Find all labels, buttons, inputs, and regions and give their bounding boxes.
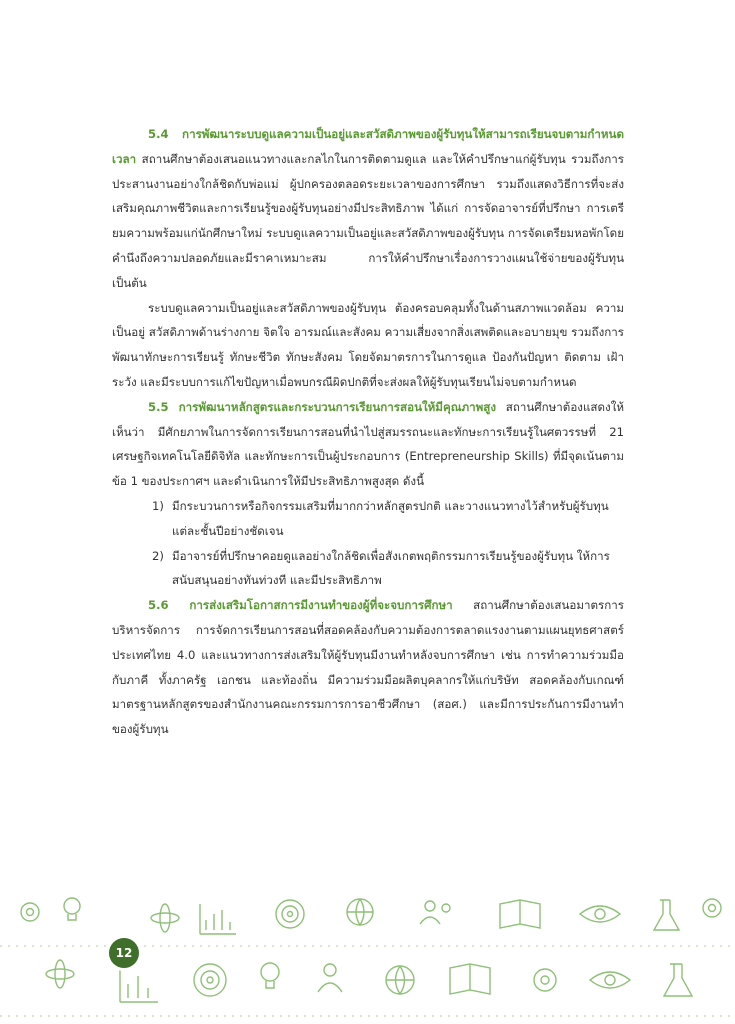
- section-5-5: [112, 395, 624, 494]
- lightbulb-icon: [64, 898, 80, 920]
- list-item: [112, 544, 624, 594]
- flask-icon: [664, 964, 692, 996]
- target-icon: [194, 964, 226, 996]
- gear-icon: [21, 903, 39, 921]
- people-icon: [318, 964, 342, 992]
- section-5-5-list: [112, 494, 624, 593]
- flask-icon: [654, 900, 679, 930]
- book-icon: [500, 900, 540, 928]
- list-item: [112, 494, 624, 544]
- atom-icon: [46, 960, 74, 988]
- chart-icon: [120, 968, 158, 1002]
- book-icon: [450, 964, 490, 994]
- target-icon: [276, 900, 304, 928]
- globe-icon: [386, 966, 414, 994]
- page-number-badge: 12: [109, 938, 139, 968]
- section-5-4: [112, 122, 624, 296]
- section-5-6-heading: 5.6 การส่งเสริมโอกาสการมีงานทำของผู้ที่จะจบการศึกษา: [148, 598, 453, 613]
- section-5-4-body: สถานศึกษาต้องเสนอแนวทางและกลไกในการติดตามดูแล และให้คำปรึกษาแก่ผู้รับทุน รวมถึงการประสานงานอย่างใกล้ชิดกับพ่อแม่ ผู้ปกครองตลอดระยะเวลาของการศึกษา รวมถึงแสดงวิธีการที่จะส่งเสริมคุณภาพชีวิตและการเรียนรู้ของผู้รับทุนอย่างมีประสิทธิภาพ ได้แก่ การจัดอาจารย์ที่ปรึกษา การเตรียมความพร้อมแก่นักศึกษาใหม่ ระบบดูแลความเป็นอยู่และสวัสดิภาพของผู้รับทุน การจัดเตรียมหอพักโดยคำนึงถึงความปลอดภัยและมีราคาเหมาะสม การให้คำปรึกษาเรื่องการวางแผนใช้จ่ายของผู้รับทุน เป็นต้น: [112, 151, 624, 290]
- list-item-number: 2): [152, 548, 164, 563]
- gear-icon: [534, 969, 556, 991]
- list-item-text: มีกระบวนการหรือกิจกรรมเสริมที่มากกว่าหลักสูตรปกติ และวางแนวทางไว้สำหรับผู้รับทุนแต่ละชั้นปีอย่างชัดเจน: [172, 498, 609, 538]
- chart-icon: [200, 904, 236, 934]
- globe-icon: [347, 899, 373, 925]
- eye-icon: [580, 906, 620, 922]
- section-5-4-paragraph-2: ระบบดูแลความเป็นอยู่และสวัสดิภาพของผู้รับทุน ต้องครอบคลุมทั้งในด้านสภาพแวดล้อม ความเป็นอยู่ สวัสดิภาพด้านร่างกาย จิตใจ อารมณ์และสังคม ความเสี่ยงจากสิ่งเสพติดและอบายมุข รวมถึงการพัฒนาทักษะการเรียนรู้ ทักษะชีวิต ทักษะสังคม โดยจัดมาตรการในการดูแล ป้องกันปัญหา ติดตาม เฝ้าระวัง และมีระบบการแก้ไขปัญหาเมื่อพบกรณีผิดปกติที่จะส่งผลให้ผู้รับทุนเรียนไม่จบตามกำหนด: [112, 300, 624, 389]
- section-5-4-heading: 5.4 การพัฒนาระบบดูแลความเป็นอยู่และสวัสดิภาพของผู้รับทุนให้สามารถเรียนจบตามกำหนดเวลา: [112, 127, 624, 166]
- list-item-text: มีอาจารย์ที่ปรึกษาคอยดูแลอย่างใกล้ชิดเพื่อสังเกตพฤติกรรมการเรียนรู้ของผู้รับทุน ให้การสนับสนุนอย่างทันท่วงที และมีประสิทธิภาพ: [172, 548, 610, 588]
- lightbulb-icon: [261, 963, 279, 988]
- section-5-6-body: สถานศึกษาต้องเสนอมาตรการบริหารจัดการ การจัดการเรียนการสอนที่สอดคล้องกับความต้องการตลาดแรงงานตามแผนยุทธศาสตร์ประเทศไทย 4.0 และแนวทางการส่งเสริมให้ผู้รับทุนมีงานทำหลังจบการศึกษา เช่น การทำความร่วมมือกับภาคี ทั้งภาครัฐ เอกชน และท้องถิ่น มีความร่วมมือผลิตบุคลากรให้แก่บริษัท สอดคล้องกับเกณฑ์มาตรฐานหลักสูตรของสำนักงานคณะกรรมการการอาชีวศึกษา (สอศ.) และมีการประกันการมีงานทำของผู้รับทุน: [112, 598, 624, 737]
- atom-icon: [151, 904, 179, 932]
- section-5-5-heading: 5.5 การพัฒนาหลักสูตรและกระบวนการเรียนการสอนให้มีคุณภาพสูง: [148, 399, 496, 414]
- eye-icon: [590, 972, 630, 988]
- people-icon: [420, 901, 450, 924]
- page-content: [112, 122, 624, 742]
- gear-icon: [703, 899, 721, 917]
- section-5-6: [112, 593, 624, 742]
- list-item-number: 1): [152, 498, 164, 513]
- section-5-5-body: สถานศึกษาต้องแสดงให้เห็นว่า มีศักยภาพในการจัดการเรียนการสอนที่นำไปสู่สมรรถนะและทักษะการเรียนรู้ในศตวรรษที่ 21 เศรษฐกิจเทคโนโลยีดิจิทัล และทักษะการเป็นผู้ประกอบการ (Entrepreneurship Skills) ที่มีจุดเน้นตามข้อ 1 ของประกาศฯ และดำเนินการให้มีประสิทธิภาพสูงสุด ดังนี้: [112, 399, 624, 489]
